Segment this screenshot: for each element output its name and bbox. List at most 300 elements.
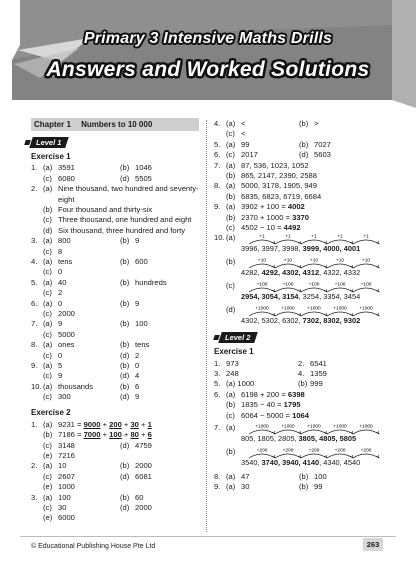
question-number (31, 472, 43, 482)
question-number (31, 482, 43, 492)
hop-label: +1000 (333, 306, 347, 312)
answer-value: 30 (241, 482, 250, 492)
answer-row (31, 371, 199, 381)
answer-row (214, 369, 390, 379)
part-label: (b) (120, 256, 130, 266)
hop-label: +1000 (307, 306, 321, 312)
answer-value: 8 (58, 246, 63, 256)
hop-label: +100 (256, 282, 268, 288)
answers-8-9 (214, 472, 390, 493)
part-label: (b) (120, 492, 130, 502)
answer-row (31, 513, 199, 523)
answer-value: 0 (58, 350, 63, 360)
answer-value: 9 (58, 319, 63, 329)
question-number (31, 288, 43, 298)
question-number (31, 267, 43, 277)
answer-value: 100 (135, 319, 148, 329)
answer-value: 1359 (310, 369, 327, 379)
level2-answers-1-5 (214, 359, 390, 390)
answer-value: 4002 (287, 202, 305, 212)
part-label: (e) (43, 482, 53, 492)
answer-row (31, 215, 199, 225)
answer-value: 865, 2147, 2390, 2588 (241, 170, 318, 180)
hop-label: +100 (334, 282, 346, 288)
answer-value: Nine thousand, two hundred and seventy-eight (58, 184, 199, 204)
answer-value: 2 (135, 350, 140, 360)
part-label: (b) (299, 472, 309, 482)
answer-value: < (241, 129, 246, 139)
answer-row: 1. (a) 9231 = 9000 + 200 + 30 + 1 (31, 419, 152, 429)
answer-value: 6080 (58, 173, 75, 183)
working: 6064 − 5000 = (241, 410, 293, 420)
question-number: 8. (214, 181, 221, 191)
answer-row (31, 451, 199, 461)
question-number: 5. (31, 277, 38, 287)
part-label: (b) (226, 191, 236, 201)
working: 6198 + 200 = (241, 389, 288, 399)
part-label: (a) (43, 184, 53, 194)
answer-row (214, 482, 390, 492)
answer-value: 2607 (58, 471, 75, 481)
hop-label: +10 (335, 258, 345, 264)
hop-label: +1000 (359, 424, 373, 430)
question-number (31, 441, 43, 451)
hop-label: +200 (360, 448, 372, 454)
question-number: 9. (214, 482, 221, 492)
question-number: 6. (31, 298, 38, 308)
answer-row (214, 223, 390, 233)
hop-label: +1 (311, 234, 317, 240)
question-number: 8. (214, 472, 221, 482)
part-label: (c) (226, 410, 235, 420)
answer-row (214, 129, 390, 139)
part-label: (d) (120, 350, 130, 360)
question-number (31, 351, 43, 361)
question-number: 7. (31, 319, 38, 329)
part-label: (c) (43, 392, 52, 402)
part-label: (b) (120, 319, 130, 329)
part-label: (c) (43, 329, 52, 339)
number-pattern-7a: 7. (a) +1000 +1000 +1000 +1000 +1000 805, 1805, 2805, 3805, 4805, 5805 (214, 423, 390, 444)
answer-value: 100 (314, 472, 327, 482)
answer-value: 1046 (135, 163, 152, 173)
answer-row (214, 359, 390, 369)
part-label: (d) (120, 471, 130, 481)
question-number (31, 309, 43, 319)
answer-row (31, 257, 199, 267)
part-label: (d) (120, 440, 130, 450)
hop-label: +1000 (255, 424, 269, 430)
part-label: (a) (43, 360, 53, 370)
hop-label: +1000 (359, 306, 373, 312)
part-label: (a) (43, 319, 53, 329)
answer-row (31, 493, 199, 503)
part-label: (c) (226, 129, 235, 139)
answer-row (31, 236, 199, 246)
part-label: (c) (226, 222, 235, 232)
answer-value: hundreds (135, 277, 167, 287)
question-number (214, 411, 226, 421)
part-label: (c) (43, 502, 52, 512)
answer-row (31, 163, 199, 173)
part-label: (c) (43, 350, 52, 360)
answer-value: 30 (58, 502, 67, 512)
number-pattern-10b: (b) +10 +10 +10 +10 +10 4282, 4292, 4302, 4312, 4322, 4332 (214, 257, 390, 278)
question-number: 1. (31, 163, 38, 173)
answer-value: 1064 (292, 410, 310, 420)
answer-value: Four thousand and thirty-six (58, 205, 153, 214)
answer-value: 5505 (135, 173, 152, 183)
exercise-heading: Exercise 2 (31, 408, 71, 418)
question-number: (b) (298, 379, 308, 389)
hop-label: +1000 (281, 424, 295, 430)
answer-row (214, 472, 390, 482)
question-number: 5. (214, 139, 221, 149)
hop-label: +1000 (255, 306, 269, 312)
part-label: (a) (226, 139, 236, 149)
answer-value: 0 (58, 267, 63, 277)
answer-value: 87, 536, 1023, 1052 (241, 160, 309, 170)
answer-value: 6835, 6823, 6719, 6684 (241, 191, 322, 201)
part-label: (c) (43, 440, 52, 450)
hop-label: +1000 (307, 424, 321, 430)
chapter-number: Chapter 1 (34, 120, 71, 129)
question-number (31, 205, 43, 215)
answer-row (31, 392, 199, 402)
answer-value: 7027 (314, 139, 331, 149)
answer-row (31, 226, 199, 236)
question-number: 3. (31, 236, 38, 246)
answer-row (31, 174, 199, 184)
part-label: (d) (43, 225, 53, 235)
page-number: 263 (363, 538, 383, 551)
part-label: (a) (226, 202, 236, 212)
answer-value: 9 (58, 371, 63, 381)
question-number (31, 215, 43, 225)
answer-value: 5 (58, 360, 63, 370)
question-number: 10. (31, 381, 42, 391)
answer-row (31, 361, 199, 371)
answer-value: 1000 (58, 482, 75, 492)
question-number (214, 223, 226, 233)
part-label: (e) (43, 451, 53, 461)
question-number (31, 226, 43, 236)
exercise-2-answers (31, 441, 199, 524)
part-label: (b) (120, 360, 130, 370)
question-number (31, 330, 43, 340)
answer-row (31, 461, 199, 471)
part-label: (a) (43, 381, 53, 391)
answer-row (214, 181, 390, 191)
question-number (214, 171, 226, 181)
part-label: (a) (43, 256, 53, 266)
banner-background (0, 0, 416, 108)
part-label: (b) (120, 381, 130, 391)
part-label: (b) (120, 163, 130, 173)
part-label: (c) (43, 471, 52, 481)
number-pattern-10c: (c) +100 +100 +100 +100 +100 2954, 3054, 3154, 3254, 3354, 3454 (214, 281, 390, 302)
answer-value: 3148 (58, 440, 75, 450)
chapter-title: Numbers to 10 000 (81, 120, 153, 129)
answer-value: 2000 (58, 308, 75, 318)
answer-value: 9 (135, 236, 140, 246)
hop-label: +200 (334, 448, 346, 454)
answer-row (31, 288, 199, 298)
answer-value: 100 (58, 492, 71, 502)
answer-value: Six thousand, three hundred and forty (58, 225, 186, 235)
question-number: 9. (214, 202, 221, 212)
answer-row (214, 150, 390, 160)
answer-value: 6541 (310, 358, 327, 368)
answer-row (31, 267, 199, 277)
part-label: (c) (43, 267, 52, 277)
working: 4502 − 10 = (241, 222, 284, 232)
answer-value: 5000, 3178, 1905, 949 (241, 181, 318, 191)
hop-label: +1 (337, 234, 343, 240)
question-number (214, 192, 226, 202)
part-label: (c) (43, 246, 52, 256)
hop-label: +10 (257, 258, 267, 264)
answer-value: 600 (135, 256, 148, 266)
hop-label: +200 (256, 448, 268, 454)
answer-row (214, 400, 390, 410)
answer-value: 7216 (58, 451, 75, 461)
part-label: (a) (43, 492, 53, 502)
part-label: (b) (120, 298, 130, 308)
answer-row (214, 213, 390, 223)
answer-row (31, 299, 199, 309)
part-label: (d) (120, 173, 130, 183)
answer-value: 10 (58, 461, 67, 471)
question-number: 2. (31, 184, 38, 194)
answer-row (31, 319, 199, 329)
question-number: 4. (298, 369, 305, 379)
answer-value: 6081 (135, 471, 152, 481)
part-label: (c) (43, 288, 52, 298)
part-label: (a) (43, 163, 53, 173)
question-number (31, 513, 43, 523)
question-number: 5. (214, 379, 221, 389)
answer-value: 6 (135, 381, 140, 391)
answer-row (31, 309, 199, 319)
part-label: (c) (43, 371, 52, 381)
part-label: (a) (43, 236, 53, 246)
answer-value: 5000 (58, 329, 75, 339)
answer-value: thousands (58, 381, 94, 391)
answers-6 (214, 390, 390, 421)
level-badge (31, 137, 67, 148)
question-number (31, 174, 43, 184)
answer-value: 973 (226, 358, 239, 368)
answer-value: tens (58, 256, 73, 266)
left-column (31, 118, 199, 524)
part-label: (b) (120, 461, 130, 471)
working: 3902 + 100 = (241, 202, 288, 212)
answer-row (31, 503, 199, 513)
part-label: (e) (43, 513, 53, 523)
part-label: (b) (299, 482, 309, 492)
hop-label: +10 (283, 258, 293, 264)
hop-label: +10 (361, 258, 371, 264)
hop-label: +1000 (333, 424, 347, 430)
question-number (31, 392, 43, 402)
answer-value: 3591 (58, 163, 75, 173)
part-label: (b) (226, 170, 236, 180)
answer-value: Three thousand, one hundred and eight (58, 215, 192, 225)
footer-rule (20, 536, 396, 537)
question-number (214, 129, 226, 139)
question-number (31, 371, 43, 381)
question-number (31, 247, 43, 257)
answer-row (214, 192, 390, 202)
answer-row (31, 382, 199, 392)
answer-row (214, 119, 390, 129)
question-number: 9. (31, 360, 38, 370)
answer-row (214, 202, 390, 212)
question-number: 2. (298, 358, 305, 368)
level-label: Level 2 (225, 333, 251, 343)
answer-value: 0 (135, 360, 140, 370)
part-label: (c) (43, 215, 52, 225)
answer-value: 800 (58, 236, 71, 246)
part-label: (b) (299, 119, 309, 128)
column-divider (206, 120, 207, 532)
number-pattern-10a: 10. (a) +1 +1 +1 +1 +1 3996, 3997, 3998, 3999, 4000, 4001 (214, 233, 390, 254)
hop-label: +100 (360, 282, 372, 288)
question-number (214, 400, 226, 410)
part-label: (c) (43, 308, 52, 318)
answer-value: 99 (241, 139, 250, 149)
exercise-heading: Exercise 1 (214, 347, 254, 357)
answer-value: 99 (314, 482, 323, 492)
question-number (31, 503, 43, 513)
question-number: 8. (31, 340, 38, 350)
part-label: (a) (43, 461, 53, 471)
answer-row (31, 351, 199, 361)
answer-row (31, 247, 199, 257)
answer-row (214, 390, 390, 400)
answer-value: (a) 1000 (226, 379, 255, 389)
answer-value: 60 (135, 492, 144, 502)
exercise-heading: Exercise 1 (31, 152, 71, 161)
answer-value: 2 (58, 288, 63, 298)
question-number: 3. (214, 369, 221, 379)
answer-value: < (241, 119, 246, 128)
question-number: 1. (214, 358, 221, 368)
part-label: (d) (120, 371, 130, 381)
answer-row: (b) 7186 = 7000 + 100 + 80 + 6 (43, 430, 152, 440)
section-title: Answers and Worked Solutions (46, 58, 370, 81)
hop-label: +1 (259, 234, 265, 240)
working: 2370 + 1000 = (241, 212, 293, 222)
title-banner (0, 0, 416, 108)
level-label: Level 1 (36, 138, 62, 147)
publisher-credit: © Educational Publishing House Pte Ltd (31, 543, 156, 550)
part-label: (a) (226, 472, 236, 482)
part-label: (b) (299, 139, 309, 149)
answer-value: 2000 (135, 461, 152, 471)
answer-value: 9 (135, 298, 140, 308)
question-number: 2. (31, 461, 38, 471)
part-label: (b) (120, 236, 130, 246)
right-column (214, 119, 390, 493)
question-number: 6. (214, 150, 221, 160)
answer-row (214, 140, 390, 150)
part-label: (a) (226, 389, 236, 399)
hop-label: +10 (309, 258, 319, 264)
answer-value: 6000 (58, 513, 75, 523)
answer-row (31, 278, 199, 288)
answer-row (214, 171, 390, 181)
part-label: (b) (43, 205, 53, 214)
question-number: 7. (214, 160, 221, 170)
hop-label: +100 (308, 282, 320, 288)
part-label: (a) (43, 277, 53, 287)
answer-row (31, 330, 199, 340)
part-label: (a) (226, 181, 236, 191)
answer-value: 999 (310, 379, 323, 389)
hop-label: +1000 (281, 306, 295, 312)
answer-value: 9 (135, 392, 140, 402)
part-label: (c) (43, 173, 52, 183)
question-number (214, 213, 226, 223)
answer-value: 6398 (287, 389, 305, 399)
hop-label: +200 (282, 448, 294, 454)
part-label: (b) (226, 212, 236, 222)
part-label: (a) (226, 482, 236, 492)
answer-row (31, 205, 199, 215)
answer-value: > (314, 119, 319, 128)
chapter-heading (31, 118, 199, 131)
part-label: (d) (120, 392, 130, 402)
part-label: (c) (226, 150, 235, 160)
answer-value: 1795 (283, 400, 301, 410)
answer-row (214, 379, 390, 389)
answer-row (31, 340, 199, 350)
level-badge (220, 332, 256, 343)
answer-value: 4 (135, 371, 140, 381)
working: 1835 − 40 = (241, 400, 284, 410)
hop-label: +200 (308, 448, 320, 454)
answer-row (31, 441, 199, 451)
hop-arrow (353, 430, 379, 434)
hop-label: +100 (282, 282, 294, 288)
part-label: (d) (120, 502, 130, 512)
question-number: 6. (214, 389, 221, 399)
answers-4-to-8 (214, 119, 390, 202)
answer-value: 4759 (135, 440, 152, 450)
part-label: (d) (299, 150, 309, 160)
answer-value: 3370 (292, 212, 310, 222)
question-number: 4. (31, 256, 38, 266)
part-label: (b) (226, 400, 236, 410)
answer-value: 0 (58, 298, 63, 308)
answer-row (214, 411, 390, 421)
answer-value: ones (58, 340, 75, 350)
answer-value: 5603 (314, 150, 331, 160)
answer-value: 47 (241, 472, 250, 482)
part-label: (a) (43, 298, 53, 308)
question-number: 3. (31, 492, 38, 502)
part-label: (a) (226, 119, 236, 128)
answer-value: 40 (58, 277, 67, 287)
answer-value: 2000 (135, 502, 152, 512)
question-number (31, 451, 43, 461)
part-label: (b) (120, 277, 130, 287)
number-pattern-7b: (b) +200 +200 +200 +200 +200 3540, 3740, 3940, 4140, 4340, 4540 (214, 447, 390, 468)
hop-label: +1 (285, 234, 291, 240)
answer-value: 2017 (241, 150, 258, 160)
